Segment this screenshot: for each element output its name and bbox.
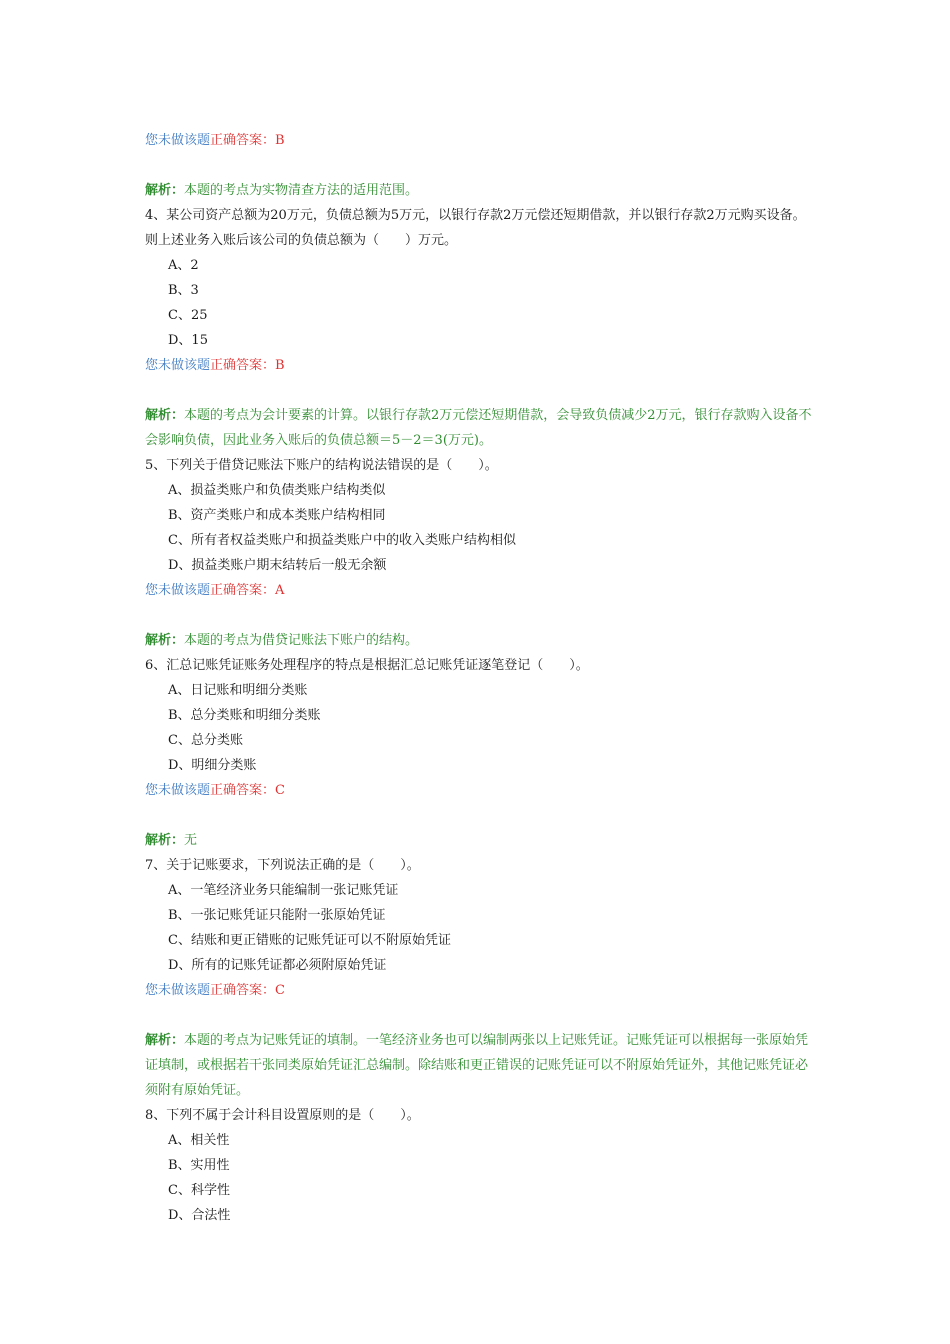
option-c: C、所有者权益类账户和损益类账户中的收入类账户结构相似 (168, 533, 516, 548)
option-b: B、资产类账户和成本类账户结构相同 (168, 508, 386, 523)
option-c: C、25 (168, 308, 208, 323)
correct-answer-value: B (275, 133, 285, 148)
question-text: 5、下列关于借贷记账法下账户的结构说法错误的是（ ）。 (145, 458, 498, 473)
analysis-text: 本题的考点为记账凭证的填制。一笔经济业务也可以编制两张以上记账凭证。记账凭证可以根据每一张原始凭证填制，或根据若干张同类原始凭证汇总编制。除结账和更正错误的记账凭证可以不附原始凭证外，其他记账凭证必须附有原始凭证。 (145, 1033, 809, 1098)
analysis-label: 解析： (145, 633, 185, 648)
analysis-line (145, 403, 815, 453)
spacer (145, 378, 815, 403)
analysis-text: 本题的考点为实物清查方法的适用范围。 (184, 183, 419, 198)
correct-answer-label: 正确答案： (210, 583, 276, 598)
analysis-text: 无 (184, 833, 198, 848)
spacer (145, 1003, 815, 1028)
option-a: A、相关性 (168, 1133, 230, 1148)
correct-answer-label: 正确答案： (210, 983, 276, 998)
option-b: B、实用性 (168, 1158, 230, 1173)
option-b: B、一张记账凭证只能附一张原始凭证 (168, 908, 386, 923)
analysis-label: 解析： (145, 1033, 185, 1048)
not-answered-status: 您未做该题 (145, 583, 211, 598)
option-a: A、损益类账户和负债类账户结构类似 (168, 483, 386, 498)
answer-status-line (145, 978, 815, 1003)
option-d: D、明细分类账 (168, 758, 257, 773)
spacer (145, 603, 815, 628)
spacer (145, 803, 815, 828)
analysis-line (145, 628, 815, 653)
spacer (145, 153, 815, 178)
correct-answer-value: C (275, 983, 285, 998)
option-a: A、一笔经济业务只能编制一张记账凭证 (168, 883, 399, 898)
question-text: 8、下列不属于会计科目设置原则的是（ ）。 (145, 1108, 420, 1123)
correct-answer-value: B (275, 358, 285, 373)
correct-answer-label: 正确答案： (210, 133, 276, 148)
option-d: D、损益类账户期末结转后一般无余额 (168, 558, 387, 573)
option-b: B、3 (168, 283, 199, 298)
option-c: C、科学性 (168, 1183, 230, 1198)
analysis-line (145, 178, 815, 203)
answer-status-line (145, 128, 815, 153)
option-d: D、合法性 (168, 1208, 231, 1223)
option-c: C、总分类账 (168, 733, 243, 748)
not-answered-status: 您未做该题 (145, 983, 211, 998)
analysis-line (145, 1028, 815, 1103)
analysis-line (145, 828, 815, 853)
not-answered-status: 您未做该题 (145, 133, 211, 148)
option-a: A、日记账和明细分类账 (168, 683, 308, 698)
answer-status-line (145, 778, 815, 803)
option-b: B、总分类账和明细分类账 (168, 708, 321, 723)
question-text: 4、某公司资产总额为20万元，负债总额为5万元，以银行存款2万元偿还短期借款，并以银行存款2万元购买设备。则上述业务入账后该公司的负债总额为（ ）万元。 (145, 208, 806, 248)
analysis-text: 本题的考点为会计要素的计算。以银行存款2万元偿还短期借款，会导致负债减少2万元，银行存款购入设备不会影响负债，因此业务入账后的负债总额＝5－2＝3(万元)。 (145, 408, 812, 448)
analysis-label: 解析： (145, 408, 185, 423)
answer-status-line (145, 353, 815, 378)
question-text: 6、汇总记账凭证账务处理程序的特点是根据汇总记账凭证逐笔登记（ ）。 (145, 658, 589, 673)
option-d: D、所有的记账凭证都必须附原始凭证 (168, 958, 387, 973)
question-text: 7、关于记账要求，下列说法正确的是（ ）。 (145, 858, 420, 873)
option-c: C、结账和更正错账的记账凭证可以不附原始凭证 (168, 933, 451, 948)
answer-status-line (145, 578, 815, 603)
correct-answer-value: C (275, 783, 285, 798)
not-answered-status: 您未做该题 (145, 783, 211, 798)
correct-answer-label: 正确答案： (210, 783, 276, 798)
option-a: A、2 (168, 258, 199, 273)
correct-answer-label: 正确答案： (210, 358, 276, 373)
analysis-text: 本题的考点为借贷记账法下账户的结构。 (184, 633, 419, 648)
option-d: D、15 (168, 333, 208, 348)
document-page (145, 128, 815, 1228)
not-answered-status: 您未做该题 (145, 358, 211, 373)
analysis-label: 解析： (145, 183, 185, 198)
analysis-label: 解析： (145, 833, 185, 848)
correct-answer-value: A (275, 583, 285, 598)
